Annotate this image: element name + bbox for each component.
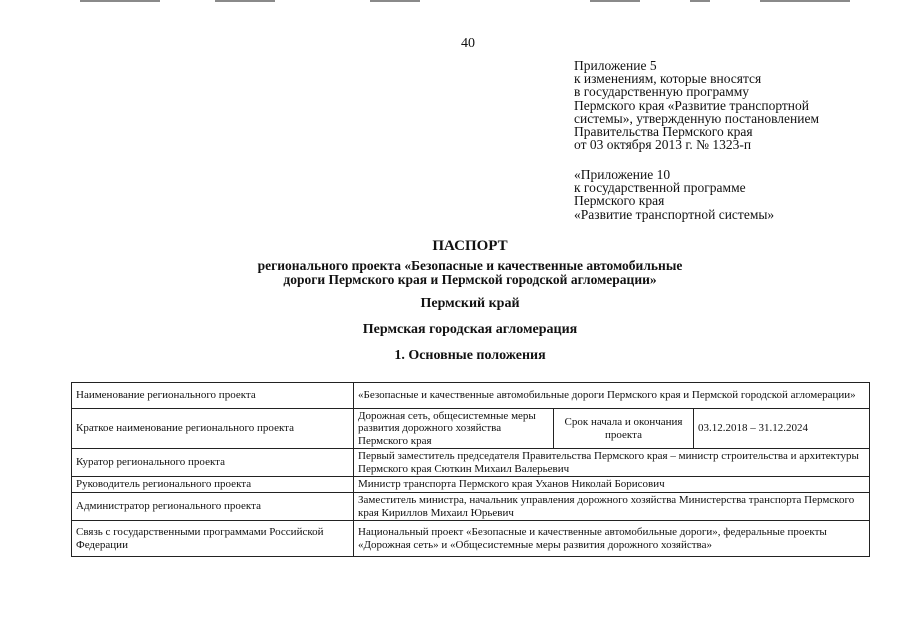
agglomeration-heading: Пермская городская агломерация <box>362 322 578 337</box>
row-value: Национальный проект «Безопасные и качественные автомобильные дороги», федеральные проекты «Дорожная сеть» и «Общесистемные меры развития дорожного хозяйства» <box>354 521 870 557</box>
row-label: Наименование регионального проекта <box>72 383 354 409</box>
row-label: Администратор регионального проекта <box>72 493 354 521</box>
document-title: ПАСПОРТ <box>432 238 508 254</box>
appendix-5-line: от 03 октября 2013 г. № 1323-п <box>574 137 752 153</box>
schedule-label: Срок начала и окончания проекта <box>554 409 694 449</box>
row-value: Заместитель министра, начальник управления дорожного хозяйства Министерства транспорта Пермского края Кириллов Михаил Юрьевич <box>354 493 870 521</box>
appendix-5-line: к изменениям, которые вносятся <box>574 71 762 87</box>
project-name-line: дороги Пермского края и Пермской городской агломерации» <box>283 272 657 287</box>
region-heading: Пермский край <box>420 296 520 311</box>
appendix-5-line: в государственную программу <box>574 84 750 100</box>
table-row <box>72 409 870 449</box>
appendix-10-line: «Приложение 10 <box>574 167 671 182</box>
appendix-5-line: Пермского края «Развитие транспортной <box>574 97 809 113</box>
table-row <box>72 521 870 557</box>
table-row <box>72 449 870 477</box>
table-row <box>72 477 870 493</box>
schedule-value: 03.12.2018 – 31.12.2024 <box>694 409 870 449</box>
appendix-5-line: Приложение 5 <box>574 58 657 73</box>
passport-table <box>71 382 870 557</box>
row-value: Первый заместитель председателя Правительства Пермского края – министр строительства и архитектуры Пермского края Сюткин Михаил Валерьевич <box>354 449 870 477</box>
row-label: Краткое наименование регионального проекта <box>72 409 354 449</box>
appendix-10-line: Пермского края <box>574 193 665 209</box>
page-number: 40 <box>461 36 475 51</box>
row-value: «Безопасные и качественные автомобильные дороги Пермского края и Пермской городской агломерации» <box>354 383 870 409</box>
row-label: Куратор регионального проекта <box>72 449 354 477</box>
project-name-line: регионального проекта «Безопасные и качественные автомобильные <box>257 258 683 273</box>
table-row <box>72 493 870 521</box>
row-label: Руководитель регионального проекта <box>72 477 354 493</box>
section-heading: 1. Основные положения <box>394 348 546 363</box>
appendix-5-line: Правительства Пермского края <box>574 124 753 140</box>
appendix-10-line: «Развитие транспортной системы» <box>574 206 775 222</box>
table-row <box>72 383 870 409</box>
appendix-5-line: системы», утвержденную постановлением <box>574 110 819 126</box>
row-value: Дорожная сеть, общесистемные меры развития дорожного хозяйства Пермского края <box>354 409 554 449</box>
project-name-heading <box>0 259 905 287</box>
appendix-5-block <box>574 59 894 151</box>
appendix-10-block <box>574 168 894 221</box>
row-value: Министр транспорта Пермского края Уханов Николай Борисович <box>354 477 870 493</box>
appendix-10-line: к государственной программе <box>574 180 746 196</box>
row-label: Связь с государственными программами Российской Федерации <box>72 521 354 557</box>
scan-top-edge <box>0 0 905 3</box>
